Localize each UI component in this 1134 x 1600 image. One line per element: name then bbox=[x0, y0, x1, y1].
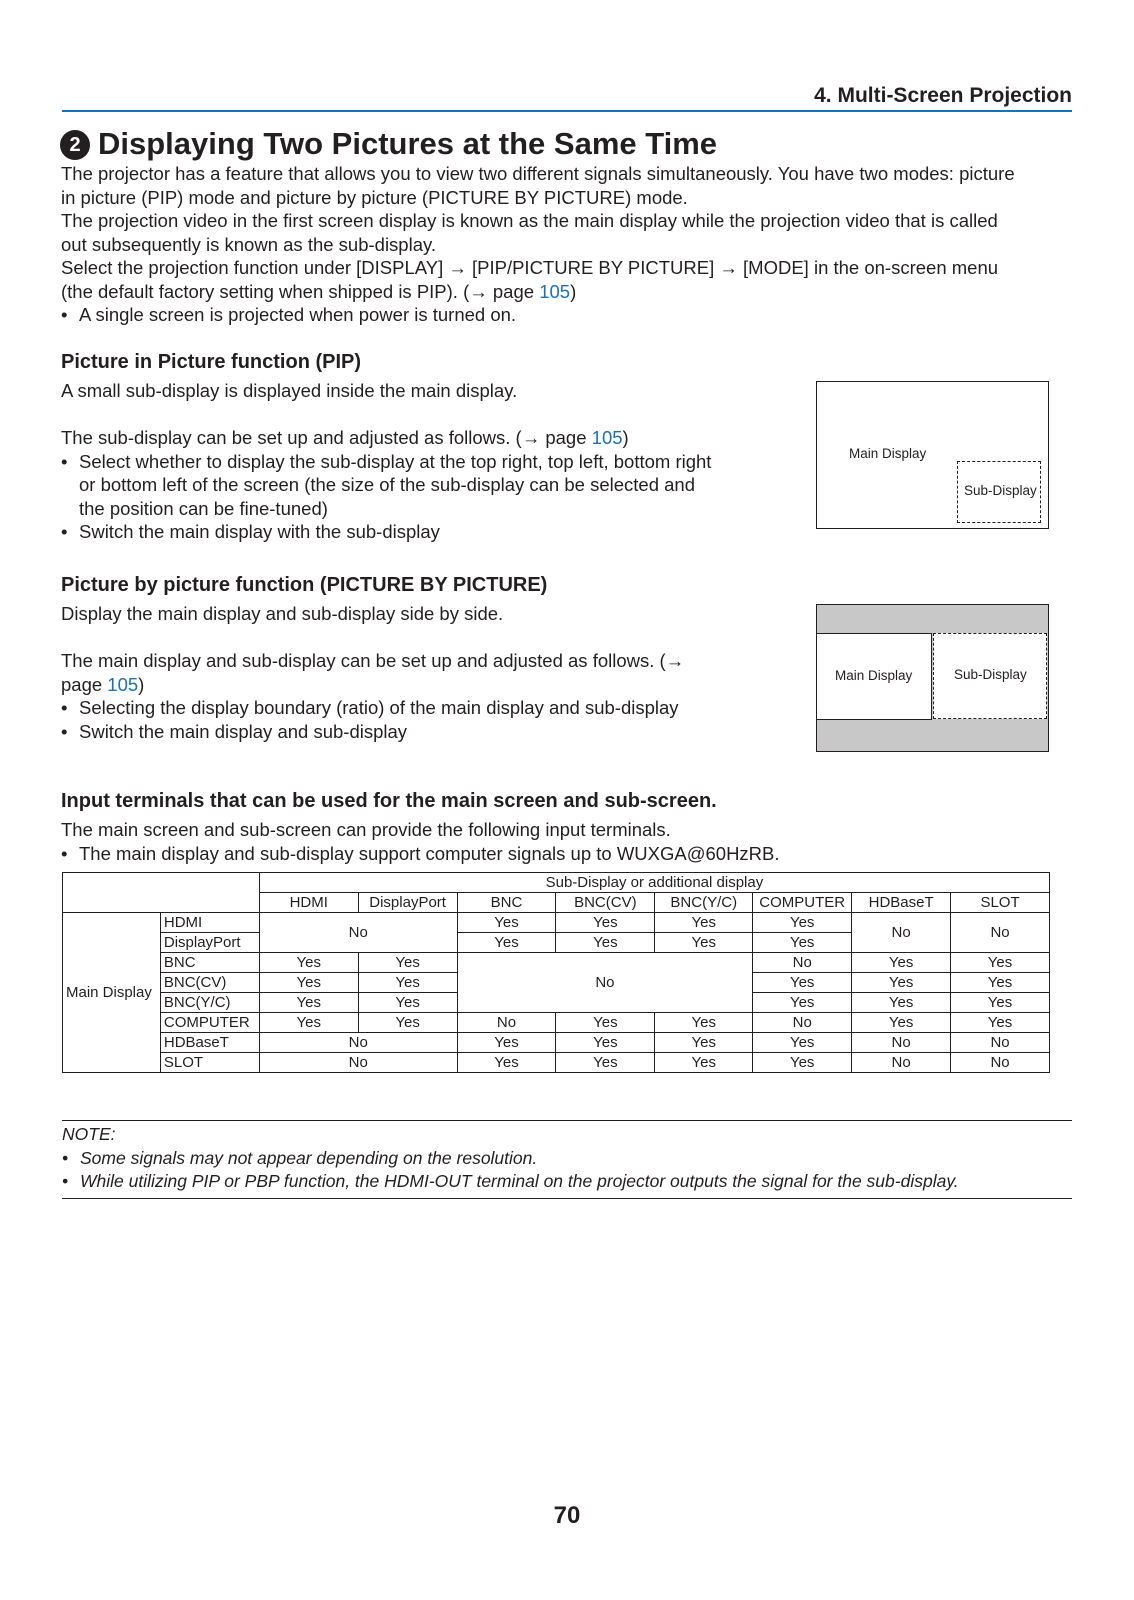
table-cell: Yes bbox=[951, 1013, 1050, 1033]
intro-line-text: (the default factory setting when shipped is PIP). (→ page bbox=[61, 280, 540, 302]
table-cell: No bbox=[457, 953, 753, 1013]
table-cell: Yes bbox=[753, 973, 852, 993]
table-row bbox=[63, 913, 1050, 933]
row-header: BNC(CV) bbox=[160, 973, 259, 993]
list-item-text: Switch the main display with the sub-display bbox=[79, 521, 440, 542]
table-cell: Yes bbox=[556, 913, 655, 933]
list-item-continuation: the position can be fine-tuned) bbox=[79, 497, 328, 519]
pip-setup-text: ) bbox=[622, 427, 629, 448]
table-cell: Yes bbox=[556, 1053, 655, 1073]
spacer bbox=[61, 403, 711, 427]
table-cell: Yes bbox=[655, 1013, 753, 1033]
table-cell: No bbox=[457, 1013, 556, 1033]
column-header: DisplayPort bbox=[358, 893, 457, 913]
table-cell: Yes bbox=[852, 1013, 951, 1033]
table-cell: No bbox=[951, 1033, 1050, 1053]
intro-line: The projector has a feature that allows you to view two different signals simultaneously. You have two modes: picture bbox=[61, 163, 1015, 184]
main-display-label: Main Display bbox=[835, 668, 913, 683]
table-cell: Yes bbox=[655, 913, 753, 933]
row-header: DisplayPort bbox=[160, 933, 259, 953]
table-cell: Yes bbox=[753, 1033, 852, 1053]
table-cell: Yes bbox=[951, 953, 1050, 973]
bullet-icon: • bbox=[61, 304, 68, 325]
list-item bbox=[61, 842, 780, 866]
table-row bbox=[63, 1013, 1050, 1033]
table-cell: Yes bbox=[457, 1033, 556, 1053]
bullet-icon: • bbox=[62, 1147, 69, 1168]
table-cell: Yes bbox=[753, 993, 852, 1013]
column-header: BNC bbox=[457, 893, 556, 913]
table-cell: No bbox=[852, 1033, 951, 1053]
terminals-description: The main screen and sub-screen can provide the following input terminals. bbox=[61, 819, 671, 840]
table-cell: Yes bbox=[655, 1053, 753, 1073]
pbp-heading: Picture by picture function (PICTURE BY PICTURE) bbox=[61, 574, 548, 596]
table-cell: Yes bbox=[852, 993, 951, 1013]
list-item-text: Selecting the display boundary (ratio) of the main display and sub-display bbox=[79, 697, 679, 718]
note-label: NOTE: bbox=[62, 1124, 116, 1144]
pbp-setup-line bbox=[61, 673, 684, 697]
table-cell: Yes bbox=[753, 933, 852, 953]
sub-display-header: Sub-Display or additional display bbox=[259, 873, 1049, 893]
list-item bbox=[61, 450, 711, 474]
spacer bbox=[61, 626, 684, 650]
column-header: SLOT bbox=[951, 893, 1050, 913]
intro-line: Select the projection function under [DISPLAY] → [PIP/PICTURE BY PICTURE] → [MODE] in the on-screen menu bbox=[61, 257, 999, 278]
pip-text bbox=[61, 379, 711, 544]
row-header: COMPUTER bbox=[160, 1013, 259, 1033]
table-row bbox=[63, 1053, 1050, 1073]
pbp-description: Display the main display and sub-display side by side. bbox=[61, 603, 504, 624]
table-cell: Yes bbox=[259, 1013, 358, 1033]
main-display-box bbox=[817, 633, 932, 720]
list-item-continuation: or bottom left of the screen (the size of the sub-display can be selected and bbox=[79, 474, 695, 495]
bullet-icon: • bbox=[62, 1171, 69, 1191]
list-item bbox=[62, 1170, 1072, 1194]
pip-heading: Picture in Picture function (PIP) bbox=[61, 351, 362, 373]
pbp-text bbox=[61, 602, 684, 743]
list-item bbox=[61, 720, 684, 744]
pip-diagram bbox=[816, 381, 1049, 529]
step-number-badge: 2 bbox=[60, 130, 90, 160]
table-header-row bbox=[63, 873, 1050, 893]
table-cell: Yes bbox=[556, 933, 655, 953]
table-cell: No bbox=[951, 913, 1050, 953]
table-cell: No bbox=[259, 1033, 457, 1053]
table-row bbox=[63, 1033, 1050, 1053]
section-header bbox=[62, 82, 1072, 112]
list-item-text: A single screen is projected when power is turned on. bbox=[79, 304, 517, 325]
table-cell: Yes bbox=[358, 953, 457, 973]
column-header: BNC(CV) bbox=[556, 893, 655, 913]
pbp-setup-text: page bbox=[61, 673, 108, 695]
row-header: BNC bbox=[160, 953, 259, 973]
row-header: HDBaseT bbox=[160, 1033, 259, 1053]
list-item-text: The main display and sub-display support computer signals up to WUXGA@60HzRB. bbox=[79, 842, 780, 864]
pbp-setup-line: The main display and sub-display can be set up and adjusted as follows. (→ bbox=[61, 650, 685, 671]
table-cell: Yes bbox=[753, 913, 852, 933]
table-cell: Yes bbox=[259, 973, 358, 993]
pbp-setup-text: ) bbox=[138, 673, 145, 695]
page-title-text: Displaying Two Pictures at the Same Time bbox=[98, 126, 718, 161]
table-cell: No bbox=[852, 913, 951, 953]
table-corner-cell bbox=[63, 873, 260, 913]
table-cell: No bbox=[753, 953, 852, 973]
table-cell: Yes bbox=[951, 973, 1050, 993]
intro-line-text: ) bbox=[570, 280, 577, 302]
page-link[interactable]: 105 bbox=[539, 280, 571, 302]
column-header: HDMI bbox=[259, 893, 358, 913]
bullet-icon: • bbox=[61, 521, 68, 542]
table-cell: Yes bbox=[259, 953, 358, 973]
row-header: HDMI bbox=[160, 913, 259, 933]
table-cell: No bbox=[259, 913, 457, 953]
table-cell: Yes bbox=[358, 1013, 457, 1033]
table-cell: Yes bbox=[457, 913, 556, 933]
page-link[interactable]: 105 bbox=[591, 427, 623, 448]
bullet-icon: • bbox=[61, 450, 68, 472]
table-cell: Yes bbox=[259, 993, 358, 1013]
list-item-text: While utilizing PIP or PBP function, the HDMI-OUT terminal on the projector outputs the signal for the sub-display. bbox=[80, 1171, 959, 1191]
table-cell: Yes bbox=[358, 973, 457, 993]
note-box bbox=[62, 1120, 1072, 1199]
table-cell: Yes bbox=[655, 1033, 753, 1053]
section-title: 4. Multi-Screen Projection bbox=[814, 84, 1072, 107]
terminals-heading: Input terminals that can be used for the main screen and sub-screen. bbox=[61, 790, 717, 812]
intro-line: in picture (PIP) mode and picture by picture (PICTURE BY PICTURE) mode. bbox=[61, 186, 688, 208]
table-cell: No bbox=[852, 1053, 951, 1073]
list-item bbox=[61, 696, 684, 720]
table-cell: Yes bbox=[457, 933, 556, 953]
intro-line: The projection video in the first screen display is known as the main display while the projection video that is called bbox=[61, 210, 998, 231]
sub-display-box bbox=[957, 461, 1041, 523]
table-cell: Yes bbox=[852, 953, 951, 973]
table-cell: Yes bbox=[753, 1053, 852, 1073]
table-cell: Yes bbox=[457, 1053, 556, 1073]
page-title bbox=[60, 124, 717, 164]
bullet-icon: • bbox=[61, 842, 68, 864]
column-header: HDBaseT bbox=[852, 893, 951, 913]
table-cell: No bbox=[259, 1053, 457, 1073]
table-cell: No bbox=[951, 1053, 1050, 1073]
table-cell: Yes bbox=[556, 1013, 655, 1033]
list-item-text: Switch the main display and sub-display bbox=[79, 720, 408, 742]
table-cell: Yes bbox=[358, 993, 457, 1013]
column-header: COMPUTER bbox=[753, 893, 852, 913]
terminals-text bbox=[61, 818, 780, 865]
column-header: BNC(Y/C) bbox=[655, 893, 753, 913]
pip-description: A small sub-display is displayed inside the main display. bbox=[61, 380, 518, 401]
bullet-icon: • bbox=[61, 697, 68, 718]
list-item-text: Some signals may not appear depending on the resolution. bbox=[80, 1147, 538, 1168]
page-number: 70 bbox=[553, 1502, 581, 1529]
terminal-compatibility-table bbox=[62, 872, 1050, 1073]
list-item bbox=[62, 1147, 1072, 1171]
intro-line: out subsequently is known as the sub-display. bbox=[61, 233, 437, 255]
table-cell: Yes bbox=[655, 933, 753, 953]
list-item bbox=[61, 303, 1015, 327]
pbp-diagram bbox=[816, 604, 1049, 752]
sub-display-label: Sub-Display bbox=[954, 667, 1027, 682]
intro-text bbox=[61, 162, 1015, 327]
page-link[interactable]: 105 bbox=[107, 673, 139, 695]
table-row bbox=[63, 953, 1050, 973]
sub-display-box bbox=[933, 633, 1047, 719]
intro-line bbox=[61, 280, 1015, 304]
main-display-label: Main Display bbox=[849, 446, 927, 461]
table-cell: Yes bbox=[556, 1033, 655, 1053]
row-header: SLOT bbox=[160, 1053, 259, 1073]
list-item bbox=[61, 520, 711, 544]
pip-setup-line bbox=[61, 426, 711, 450]
table-cell: Yes bbox=[852, 973, 951, 993]
row-header: BNC(Y/C) bbox=[160, 993, 259, 1013]
main-display-row-header: Main Display bbox=[63, 913, 161, 1073]
bullet-icon: • bbox=[61, 720, 68, 742]
sub-display-label: Sub-Display bbox=[964, 483, 1037, 498]
table-cell: No bbox=[753, 1013, 852, 1033]
list-item-text: Select whether to display the sub-display at the top right, top left, bottom right bbox=[79, 450, 712, 472]
table-cell: Yes bbox=[951, 993, 1050, 1013]
pip-setup-text: The sub-display can be set up and adjusted as follows. (→ page bbox=[61, 427, 592, 448]
